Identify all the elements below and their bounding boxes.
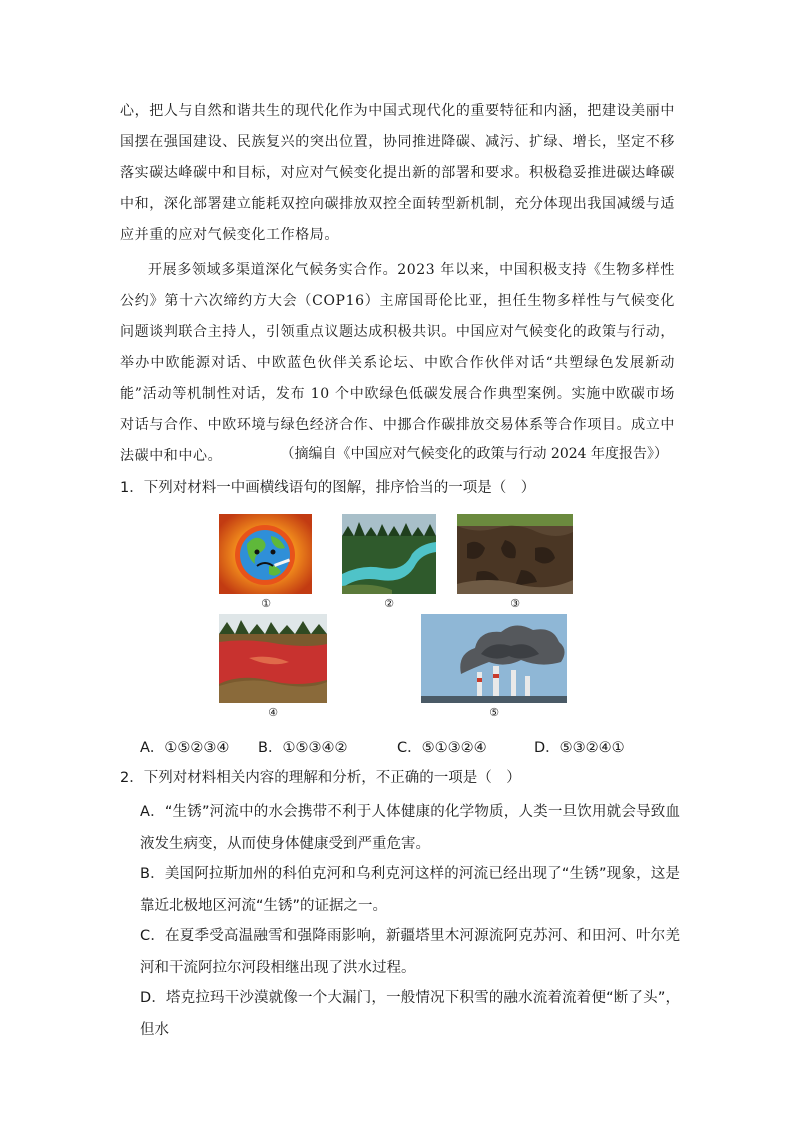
passage-paragraph-2: 开展多领域多渠道深化气候务实合作。2023 年以来，中国积极支持《生物多样性公约》第十六次缔约方大会（COP16）主席国哥伦比亚，担任生物多样性与气候变化问题谈判联合主持人，引领重点议题达成积极共识。中国应对气候变化的政策与行动，举办中欧能源对话、中欧蓝色伙伴关系论坛、中欧合作伙伴对话“共塑绿色发展新动能”活动等机制性对话，发布 10 个中欧绿色低碳发展合作典型案例。实施中欧碳市场对话与合作、中欧环境与绿色经济合作、中挪合作碳排放交易体系等合作项目。成立中法碳中和中心。	[120, 262, 675, 464]
question-2-stem: 2．下列对材料相关内容的理解和分析，不正确的一项是（ ）	[120, 770, 521, 786]
image-smokestacks	[421, 614, 567, 703]
caption-image-3: ③	[510, 597, 520, 610]
image-rusted-river	[219, 614, 327, 703]
q1-option-a[interactable]: A．①⑤②③④	[140, 740, 230, 756]
image-sick-earth	[219, 514, 312, 594]
passage-source: （摘编自《中国应对气候变化的政策与行动 2024 年度报告》）	[280, 446, 668, 462]
caption-image-4: ④	[268, 706, 278, 719]
question-1-stem: 1．下列对材料一中画横线语句的图解，排序恰当的一项是（ ）	[120, 480, 536, 496]
q1-option-d[interactable]: D．⑤③②④①	[534, 740, 625, 756]
caption-image-1: ①	[261, 597, 271, 610]
passage-paragraph-1: 心，把人与自然和谐共生的现代化作为中国式现代化的重要特征和内涵，把建设美丽中国摆在强国建设、民族复兴的突出位置，协同推进降碳、减污、扩绿、增长，坚定不移落实碳达峰碳中和目标，对应对气候变化提出新的部署和要求。积极稳妥推进碳达峰碳中和，深化部署建立能耗双控向碳排放双控全面转型新机制，充分体现出我国减缓与适应并重的应对气候变化工作格局。	[120, 103, 675, 243]
q2-option-b[interactable]: B．美国阿拉斯加州的科伯克河和乌利克河这样的河流已经出现了“生锈”现象，这是靠近北极地区河流“生锈”的证据之一。	[140, 866, 680, 914]
q2-option-a[interactable]: A．“生锈”河流中的水会携带不利于人体健康的化学物质，人类一旦饮用就会导致血液发生病变，从而使身体健康受到严重危害。	[140, 804, 680, 852]
caption-image-5: ⑤	[489, 706, 499, 719]
caption-image-2: ②	[384, 597, 394, 610]
q1-option-b[interactable]: B．①⑤③④②	[258, 740, 348, 756]
image-turquoise-river	[342, 514, 436, 594]
image-permafrost-soil	[457, 514, 573, 594]
q1-option-c[interactable]: C．⑤①③②④	[397, 740, 487, 756]
q2-option-c[interactable]: C．在夏季受高温融雪和强降雨影响，新疆塔里木河源流阿克苏河、和田河、叶尔羌河和干流阿拉尔河段相继出现了洪水过程。	[140, 928, 680, 976]
q2-option-d[interactable]: D．塔克拉玛干沙漠就像一个大漏门，一般情况下积雪的融水流着流着便“断了头”，但水	[140, 990, 680, 1038]
question-1-options	[140, 736, 680, 760]
